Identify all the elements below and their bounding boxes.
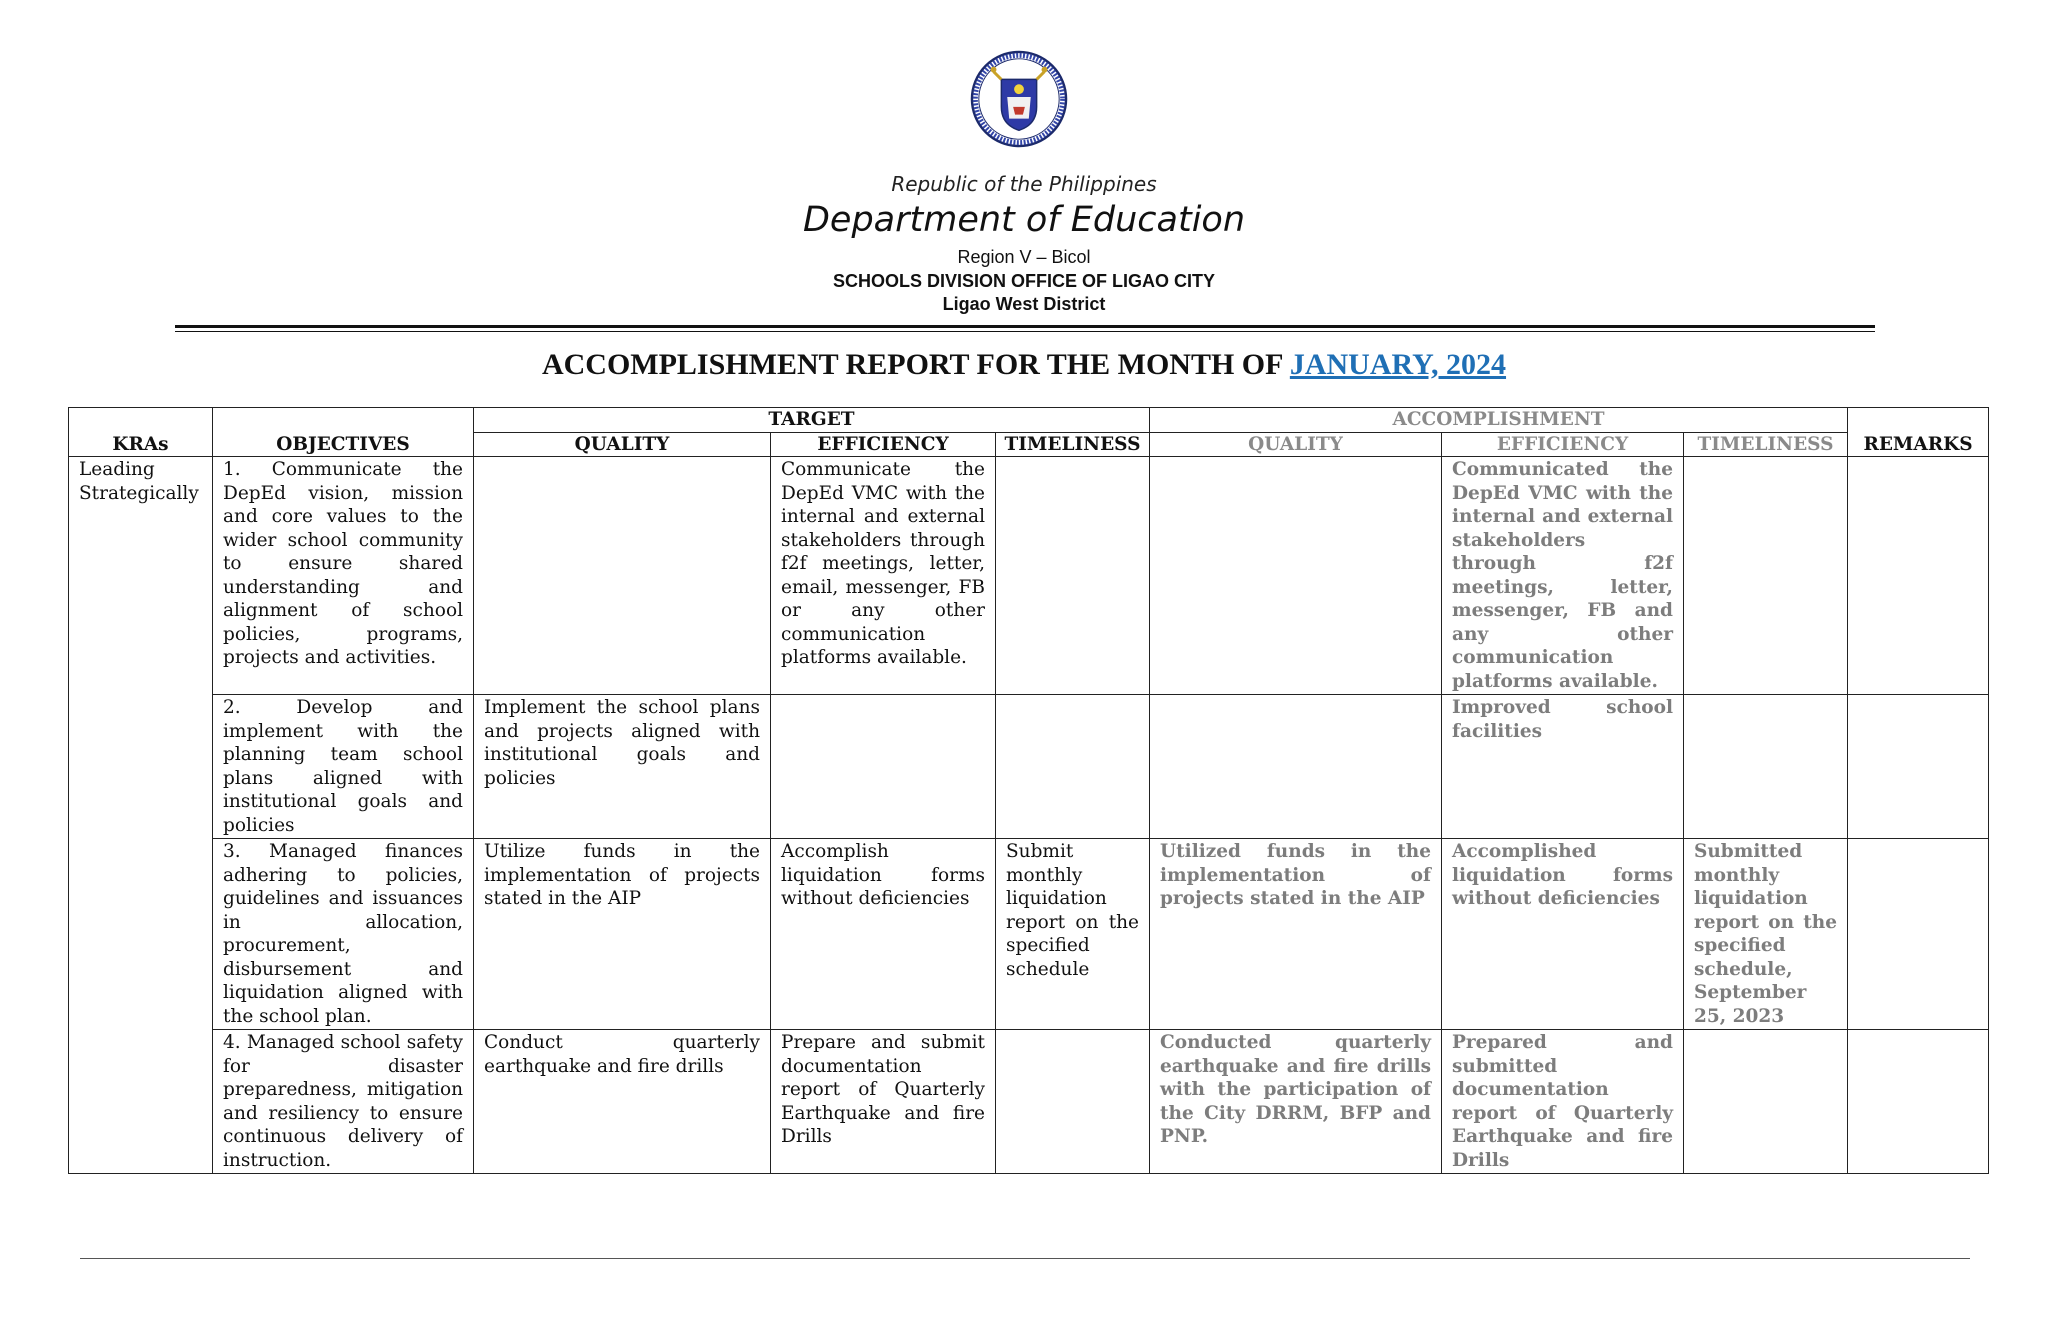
acc-timeliness-cell [1684,695,1848,839]
remarks-cell [1848,1030,1989,1174]
target-efficiency-cell: Accomplish liquidation forms without deficiencies [771,839,996,1030]
header-acc-efficiency: EFFICIENCY [1442,432,1684,457]
remarks-cell [1848,839,1989,1030]
kra-cell: Leading Strategically [69,457,213,1174]
region-label: Region V – Bicol [957,247,1091,267]
remarks-cell [1848,457,1989,695]
target-timeliness-cell [996,457,1150,695]
accomplishment-table [68,407,1989,1174]
target-timeliness-cell [996,695,1150,839]
acc-quality-cell: Utilized funds in the implementation of projects stated in the AIP [1150,839,1442,1030]
header-target-efficiency: EFFICIENCY [771,432,996,457]
target-quality-cell: Utilize funds in the implementation of projects stated in the AIP [474,839,771,1030]
republic-label: Republic of the Philippines [891,172,1157,196]
header-divider-thick [175,325,1875,328]
report-title [0,348,2048,382]
target-efficiency-cell: Communicate the DepEd VMC with the internal and external stakeholders through f2f meetings, letter, email, messenger, FB or any other communication platforms available. [771,457,996,695]
acc-efficiency-cell: Communicated the DepEd VMC with the internal and external stakeholders through f2f meetings, letter, messenger, FB and any other communication platforms available. [1442,457,1684,695]
acc-quality-cell [1150,457,1442,695]
header-divider-thin [175,331,1875,332]
target-efficiency-cell: Prepare and submit documentation report of Quarterly Earthquake and fire Drills [771,1030,996,1174]
header-objectives: OBJECTIVES [213,408,474,457]
report-month: JANUARY, 2024 [1289,348,1507,381]
header-remarks: REMARKS [1848,408,1989,457]
target-efficiency-cell [771,695,996,839]
target-quality-cell [474,457,771,695]
table-row [69,695,1989,839]
target-quality-cell: Conduct quarterly earthquake and fire drills [474,1030,771,1174]
division-label: SCHOOLS DIVISION OFFICE OF LIGAO CITY [832,271,1216,291]
report-title-prefix: ACCOMPLISHMENT REPORT FOR THE MONTH OF [541,348,1290,381]
district-label: Ligao West District [942,294,1106,314]
objective-cell: 2. Develop and implement with the planning team school plans aligned with institutional goals and policies [213,695,474,839]
header-target: TARGET [474,408,1150,433]
remarks-cell [1848,695,1989,839]
header-accomplishment: ACCOMPLISHMENT [1150,408,1848,433]
acc-timeliness-cell [1684,1030,1848,1174]
footer-divider [80,1258,1970,1259]
table-row [69,457,1989,695]
header-acc-timeliness: TIMELINESS [1684,432,1848,457]
target-timeliness-cell: Submit monthly liquidation report on the specified schedule [996,839,1150,1030]
acc-timeliness-cell [1684,457,1848,695]
table-row [69,1030,1989,1174]
acc-quality-cell [1150,695,1442,839]
target-timeliness-cell [996,1030,1150,1174]
acc-quality-cell: Conducted quarterly earthquake and fire drills with the participation of the City DRRM, BFP and PNP. [1150,1030,1442,1174]
acc-timeliness-cell: Submitted monthly liquidation report on the specified schedule, September 25, 2023 [1684,839,1848,1030]
objective-cell: 1. Communicate the DepEd vision, mission and core values to the wider school community to ensure shared understanding and alignment of school policies, programs, projects and activities. [213,457,474,695]
table-row [69,839,1989,1030]
header-target-timeliness: TIMELINESS [996,432,1150,457]
target-quality-cell: Implement the school plans and projects aligned with institutional goals and policies [474,695,771,839]
header-target-quality: QUALITY [474,432,771,457]
header-kras: KRAs [69,408,213,457]
department-label: Department of Education [802,200,1246,240]
objective-cell: 4. Managed school safety for disaster preparedness, mitigation and resiliency to ensure continuous delivery of instruction. [213,1030,474,1174]
deped-seal-logo [970,50,1068,148]
acc-efficiency-cell: Prepared and submitted documentation report of Quarterly Earthquake and fire Drills [1442,1030,1684,1174]
objective-cell: 3. Managed finances adhering to policies, guidelines and issuances in allocation, procurement, disbursement and liquidation aligned with the school plan. [213,839,474,1030]
acc-efficiency-cell: Improved school facilities [1442,695,1684,839]
acc-efficiency-cell: Accomplished liquidation forms without deficiencies [1442,839,1684,1030]
header-acc-quality: QUALITY [1150,432,1442,457]
